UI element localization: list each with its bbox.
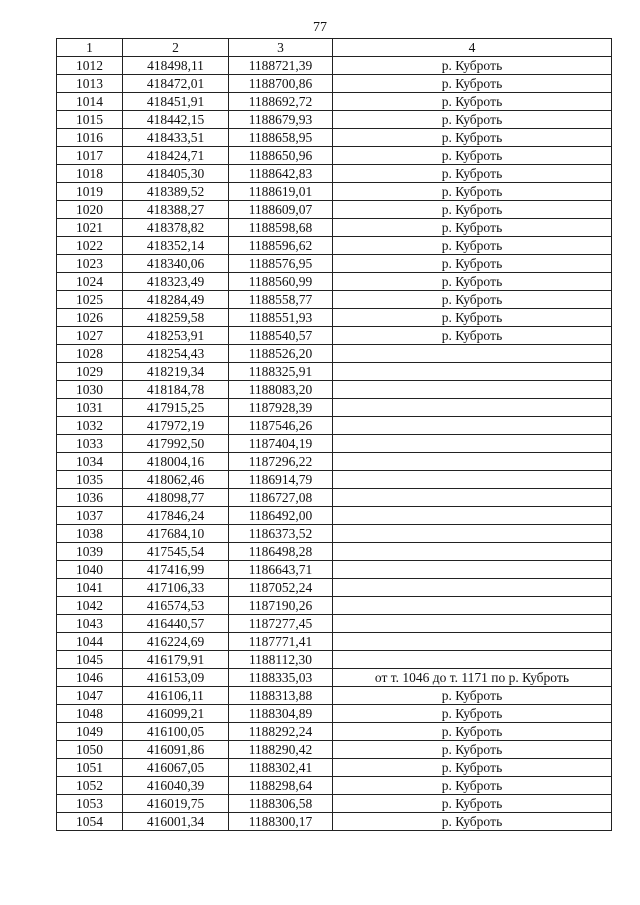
- point-number-cell: 1017: [57, 147, 123, 165]
- y-coordinate-cell: 1187277,45: [229, 615, 333, 633]
- description-cell: [333, 615, 612, 633]
- y-coordinate-cell: 1187546,26: [229, 417, 333, 435]
- x-coordinate-cell: 417846,24: [123, 507, 229, 525]
- point-number-cell: 1021: [57, 219, 123, 237]
- y-coordinate-cell: 1188313,88: [229, 687, 333, 705]
- point-number-cell: 1050: [57, 741, 123, 759]
- table-row: [57, 651, 612, 669]
- description-cell: р. Кубрoть: [333, 237, 612, 255]
- description-cell: р. Кубрoть: [333, 201, 612, 219]
- table-row: [57, 507, 612, 525]
- y-coordinate-cell: 1188650,96: [229, 147, 333, 165]
- x-coordinate-cell: 417684,10: [123, 525, 229, 543]
- y-coordinate-cell: 1188526,20: [229, 345, 333, 363]
- point-number-cell: 1045: [57, 651, 123, 669]
- x-coordinate-cell: 418184,78: [123, 381, 229, 399]
- description-cell: р. Кубрoть: [333, 327, 612, 345]
- y-coordinate-cell: 1188721,39: [229, 57, 333, 75]
- description-cell: р. Кубрoть: [333, 759, 612, 777]
- y-coordinate-cell: 1188558,77: [229, 291, 333, 309]
- x-coordinate-cell: 416574,53: [123, 597, 229, 615]
- y-coordinate-cell: 1186914,79: [229, 471, 333, 489]
- description-cell: [333, 489, 612, 507]
- point-number-cell: 1053: [57, 795, 123, 813]
- table-row: [57, 525, 612, 543]
- y-coordinate-cell: 1187404,19: [229, 435, 333, 453]
- x-coordinate-cell: 418352,14: [123, 237, 229, 255]
- x-coordinate-cell: 418062,46: [123, 471, 229, 489]
- description-cell: р. Кубрoть: [333, 795, 612, 813]
- description-cell: р. Кубрoть: [333, 291, 612, 309]
- y-coordinate-cell: 1188692,72: [229, 93, 333, 111]
- description-cell: р. Кубрoть: [333, 219, 612, 237]
- point-number-cell: 1038: [57, 525, 123, 543]
- y-coordinate-cell: 1188302,41: [229, 759, 333, 777]
- description-cell: [333, 453, 612, 471]
- description-cell: [333, 543, 612, 561]
- x-coordinate-cell: 418388,27: [123, 201, 229, 219]
- y-coordinate-cell: 1187296,22: [229, 453, 333, 471]
- x-coordinate-cell: 417416,99: [123, 561, 229, 579]
- table-row: [57, 705, 612, 723]
- description-cell: [333, 363, 612, 381]
- point-number-cell: 1018: [57, 165, 123, 183]
- table-row: [57, 543, 612, 561]
- y-coordinate-cell: 1188619,01: [229, 183, 333, 201]
- table-row: [57, 309, 612, 327]
- point-number-cell: 1027: [57, 327, 123, 345]
- table-row: [57, 795, 612, 813]
- table-row: [57, 273, 612, 291]
- table-row: [57, 327, 612, 345]
- description-cell: от т. 1046 до т. 1171 по р. Кубрoть: [333, 669, 612, 687]
- column-header: 4: [333, 39, 612, 57]
- table-row: [57, 345, 612, 363]
- y-coordinate-cell: 1188551,93: [229, 309, 333, 327]
- point-number-cell: 1047: [57, 687, 123, 705]
- x-coordinate-cell: 416153,09: [123, 669, 229, 687]
- x-coordinate-cell: 418254,43: [123, 345, 229, 363]
- description-cell: [333, 651, 612, 669]
- point-number-cell: 1036: [57, 489, 123, 507]
- y-coordinate-cell: 1188300,17: [229, 813, 333, 831]
- point-number-cell: 1016: [57, 129, 123, 147]
- y-coordinate-cell: 1188609,07: [229, 201, 333, 219]
- description-cell: [333, 525, 612, 543]
- point-number-cell: 1032: [57, 417, 123, 435]
- column-header: 3: [229, 39, 333, 57]
- x-coordinate-cell: 418498,11: [123, 57, 229, 75]
- point-number-cell: 1042: [57, 597, 123, 615]
- y-coordinate-cell: 1186643,71: [229, 561, 333, 579]
- x-coordinate-cell: 418472,01: [123, 75, 229, 93]
- y-coordinate-cell: 1188540,57: [229, 327, 333, 345]
- y-coordinate-cell: 1188292,24: [229, 723, 333, 741]
- x-coordinate-cell: 416091,86: [123, 741, 229, 759]
- description-cell: [333, 633, 612, 651]
- x-coordinate-cell: 418323,49: [123, 273, 229, 291]
- point-number-cell: 1049: [57, 723, 123, 741]
- table-row: [57, 723, 612, 741]
- point-number-cell: 1024: [57, 273, 123, 291]
- x-coordinate-cell: 416100,05: [123, 723, 229, 741]
- table-row: [57, 579, 612, 597]
- y-coordinate-cell: 1188700,86: [229, 75, 333, 93]
- table-row: [57, 759, 612, 777]
- table-row: [57, 219, 612, 237]
- point-number-cell: 1015: [57, 111, 123, 129]
- table-row: [57, 165, 612, 183]
- x-coordinate-cell: 416067,05: [123, 759, 229, 777]
- table-row: [57, 453, 612, 471]
- table-row: [57, 633, 612, 651]
- table-body: [57, 57, 612, 831]
- description-cell: р. Кубрoть: [333, 129, 612, 147]
- x-coordinate-cell: 417106,33: [123, 579, 229, 597]
- y-coordinate-cell: 1188112,30: [229, 651, 333, 669]
- table-row: [57, 417, 612, 435]
- x-coordinate-cell: 418451,91: [123, 93, 229, 111]
- point-number-cell: 1023: [57, 255, 123, 273]
- point-number-cell: 1046: [57, 669, 123, 687]
- page-number: 77: [313, 20, 327, 35]
- x-coordinate-cell: 418253,91: [123, 327, 229, 345]
- point-number-cell: 1040: [57, 561, 123, 579]
- table-row: [57, 111, 612, 129]
- table-row: [57, 777, 612, 795]
- table-row: [57, 471, 612, 489]
- table-row: [57, 399, 612, 417]
- table-row: [57, 57, 612, 75]
- x-coordinate-cell: 418340,06: [123, 255, 229, 273]
- x-coordinate-cell: 416106,11: [123, 687, 229, 705]
- x-coordinate-cell: 416040,39: [123, 777, 229, 795]
- description-cell: [333, 399, 612, 417]
- point-number-cell: 1037: [57, 507, 123, 525]
- x-coordinate-cell: 418259,58: [123, 309, 229, 327]
- y-coordinate-cell: 1187190,26: [229, 597, 333, 615]
- description-cell: р. Кубрoть: [333, 75, 612, 93]
- point-number-cell: 1014: [57, 93, 123, 111]
- point-number-cell: 1052: [57, 777, 123, 795]
- point-number-cell: 1030: [57, 381, 123, 399]
- table-row: [57, 363, 612, 381]
- x-coordinate-cell: 416099,21: [123, 705, 229, 723]
- x-coordinate-cell: 417992,50: [123, 435, 229, 453]
- x-coordinate-cell: 418433,51: [123, 129, 229, 147]
- description-cell: р. Кубрoть: [333, 57, 612, 75]
- y-coordinate-cell: 1188304,89: [229, 705, 333, 723]
- table-row: [57, 813, 612, 831]
- point-number-cell: 1022: [57, 237, 123, 255]
- y-coordinate-cell: 1188335,03: [229, 669, 333, 687]
- y-coordinate-cell: 1188290,42: [229, 741, 333, 759]
- x-coordinate-cell: 418389,52: [123, 183, 229, 201]
- table-row: [57, 561, 612, 579]
- description-cell: р. Кубрoть: [333, 741, 612, 759]
- y-coordinate-cell: 1187928,39: [229, 399, 333, 417]
- y-coordinate-cell: 1186498,28: [229, 543, 333, 561]
- y-coordinate-cell: 1188642,83: [229, 165, 333, 183]
- column-header: 2: [123, 39, 229, 57]
- description-cell: р. Кубрoть: [333, 687, 612, 705]
- table-row: [57, 201, 612, 219]
- y-coordinate-cell: 1188598,68: [229, 219, 333, 237]
- description-cell: р. Кубрoть: [333, 309, 612, 327]
- description-cell: р. Кубрoть: [333, 813, 612, 831]
- point-number-cell: 1048: [57, 705, 123, 723]
- point-number-cell: 1029: [57, 363, 123, 381]
- y-coordinate-cell: 1188576,95: [229, 255, 333, 273]
- y-coordinate-cell: 1186373,52: [229, 525, 333, 543]
- point-number-cell: 1020: [57, 201, 123, 219]
- x-coordinate-cell: 418098,77: [123, 489, 229, 507]
- point-number-cell: 1034: [57, 453, 123, 471]
- table-row: [57, 669, 612, 687]
- point-number-cell: 1039: [57, 543, 123, 561]
- point-number-cell: 1013: [57, 75, 123, 93]
- table-row: [57, 291, 612, 309]
- x-coordinate-cell: 417972,19: [123, 417, 229, 435]
- y-coordinate-cell: 1188679,93: [229, 111, 333, 129]
- y-coordinate-cell: 1188596,62: [229, 237, 333, 255]
- x-coordinate-cell: 416001,34: [123, 813, 229, 831]
- description-cell: [333, 597, 612, 615]
- y-coordinate-cell: 1186727,08: [229, 489, 333, 507]
- y-coordinate-cell: 1187052,24: [229, 579, 333, 597]
- point-number-cell: 1035: [57, 471, 123, 489]
- header-row: [57, 39, 612, 57]
- point-number-cell: 1031: [57, 399, 123, 417]
- table-row: [57, 237, 612, 255]
- x-coordinate-cell: 418405,30: [123, 165, 229, 183]
- table-row: [57, 435, 612, 453]
- y-coordinate-cell: 1188083,20: [229, 381, 333, 399]
- description-cell: [333, 579, 612, 597]
- description-cell: р. Кубрoть: [333, 93, 612, 111]
- description-cell: р. Кубрoть: [333, 273, 612, 291]
- x-coordinate-cell: 418424,71: [123, 147, 229, 165]
- point-number-cell: 1033: [57, 435, 123, 453]
- description-cell: р. Кубрoть: [333, 165, 612, 183]
- point-number-cell: 1012: [57, 57, 123, 75]
- x-coordinate-cell: 418442,15: [123, 111, 229, 129]
- table-row: [57, 597, 612, 615]
- description-cell: [333, 417, 612, 435]
- table-row: [57, 381, 612, 399]
- description-cell: [333, 345, 612, 363]
- point-number-cell: 1026: [57, 309, 123, 327]
- description-cell: [333, 381, 612, 399]
- x-coordinate-cell: 418219,34: [123, 363, 229, 381]
- table-row: [57, 75, 612, 93]
- table-row: [57, 687, 612, 705]
- description-cell: [333, 471, 612, 489]
- point-number-cell: 1054: [57, 813, 123, 831]
- y-coordinate-cell: 1188298,64: [229, 777, 333, 795]
- y-coordinate-cell: 1187771,41: [229, 633, 333, 651]
- x-coordinate-cell: 418378,82: [123, 219, 229, 237]
- table-row: [57, 489, 612, 507]
- y-coordinate-cell: 1186492,00: [229, 507, 333, 525]
- description-cell: [333, 435, 612, 453]
- description-cell: [333, 561, 612, 579]
- point-number-cell: 1044: [57, 633, 123, 651]
- description-cell: р. Кубрoть: [333, 111, 612, 129]
- table-row: [57, 255, 612, 273]
- y-coordinate-cell: 1188560,99: [229, 273, 333, 291]
- point-number-cell: 1028: [57, 345, 123, 363]
- x-coordinate-cell: 418004,16: [123, 453, 229, 471]
- table-row: [57, 93, 612, 111]
- description-cell: [333, 507, 612, 525]
- point-number-cell: 1025: [57, 291, 123, 309]
- description-cell: р. Кубрoть: [333, 777, 612, 795]
- point-number-cell: 1019: [57, 183, 123, 201]
- description-cell: р. Кубрoть: [333, 723, 612, 741]
- y-coordinate-cell: 1188325,91: [229, 363, 333, 381]
- x-coordinate-cell: 418284,49: [123, 291, 229, 309]
- table-row: [57, 147, 612, 165]
- table-row: [57, 615, 612, 633]
- point-number-cell: 1043: [57, 615, 123, 633]
- x-coordinate-cell: 417545,54: [123, 543, 229, 561]
- x-coordinate-cell: 416224,69: [123, 633, 229, 651]
- description-cell: р. Кубрoть: [333, 183, 612, 201]
- table-row: [57, 129, 612, 147]
- y-coordinate-cell: 1188658,95: [229, 129, 333, 147]
- description-cell: р. Кубрoть: [333, 255, 612, 273]
- y-coordinate-cell: 1188306,58: [229, 795, 333, 813]
- column-header: 1: [57, 39, 123, 57]
- point-number-cell: 1041: [57, 579, 123, 597]
- x-coordinate-cell: 416440,57: [123, 615, 229, 633]
- description-cell: р. Кубрoть: [333, 147, 612, 165]
- x-coordinate-cell: 416179,91: [123, 651, 229, 669]
- x-coordinate-cell: 416019,75: [123, 795, 229, 813]
- point-number-cell: 1051: [57, 759, 123, 777]
- x-coordinate-cell: 417915,25: [123, 399, 229, 417]
- description-cell: р. Кубрoть: [333, 705, 612, 723]
- table-row: [57, 183, 612, 201]
- coordinates-table: [56, 38, 612, 831]
- table-row: [57, 741, 612, 759]
